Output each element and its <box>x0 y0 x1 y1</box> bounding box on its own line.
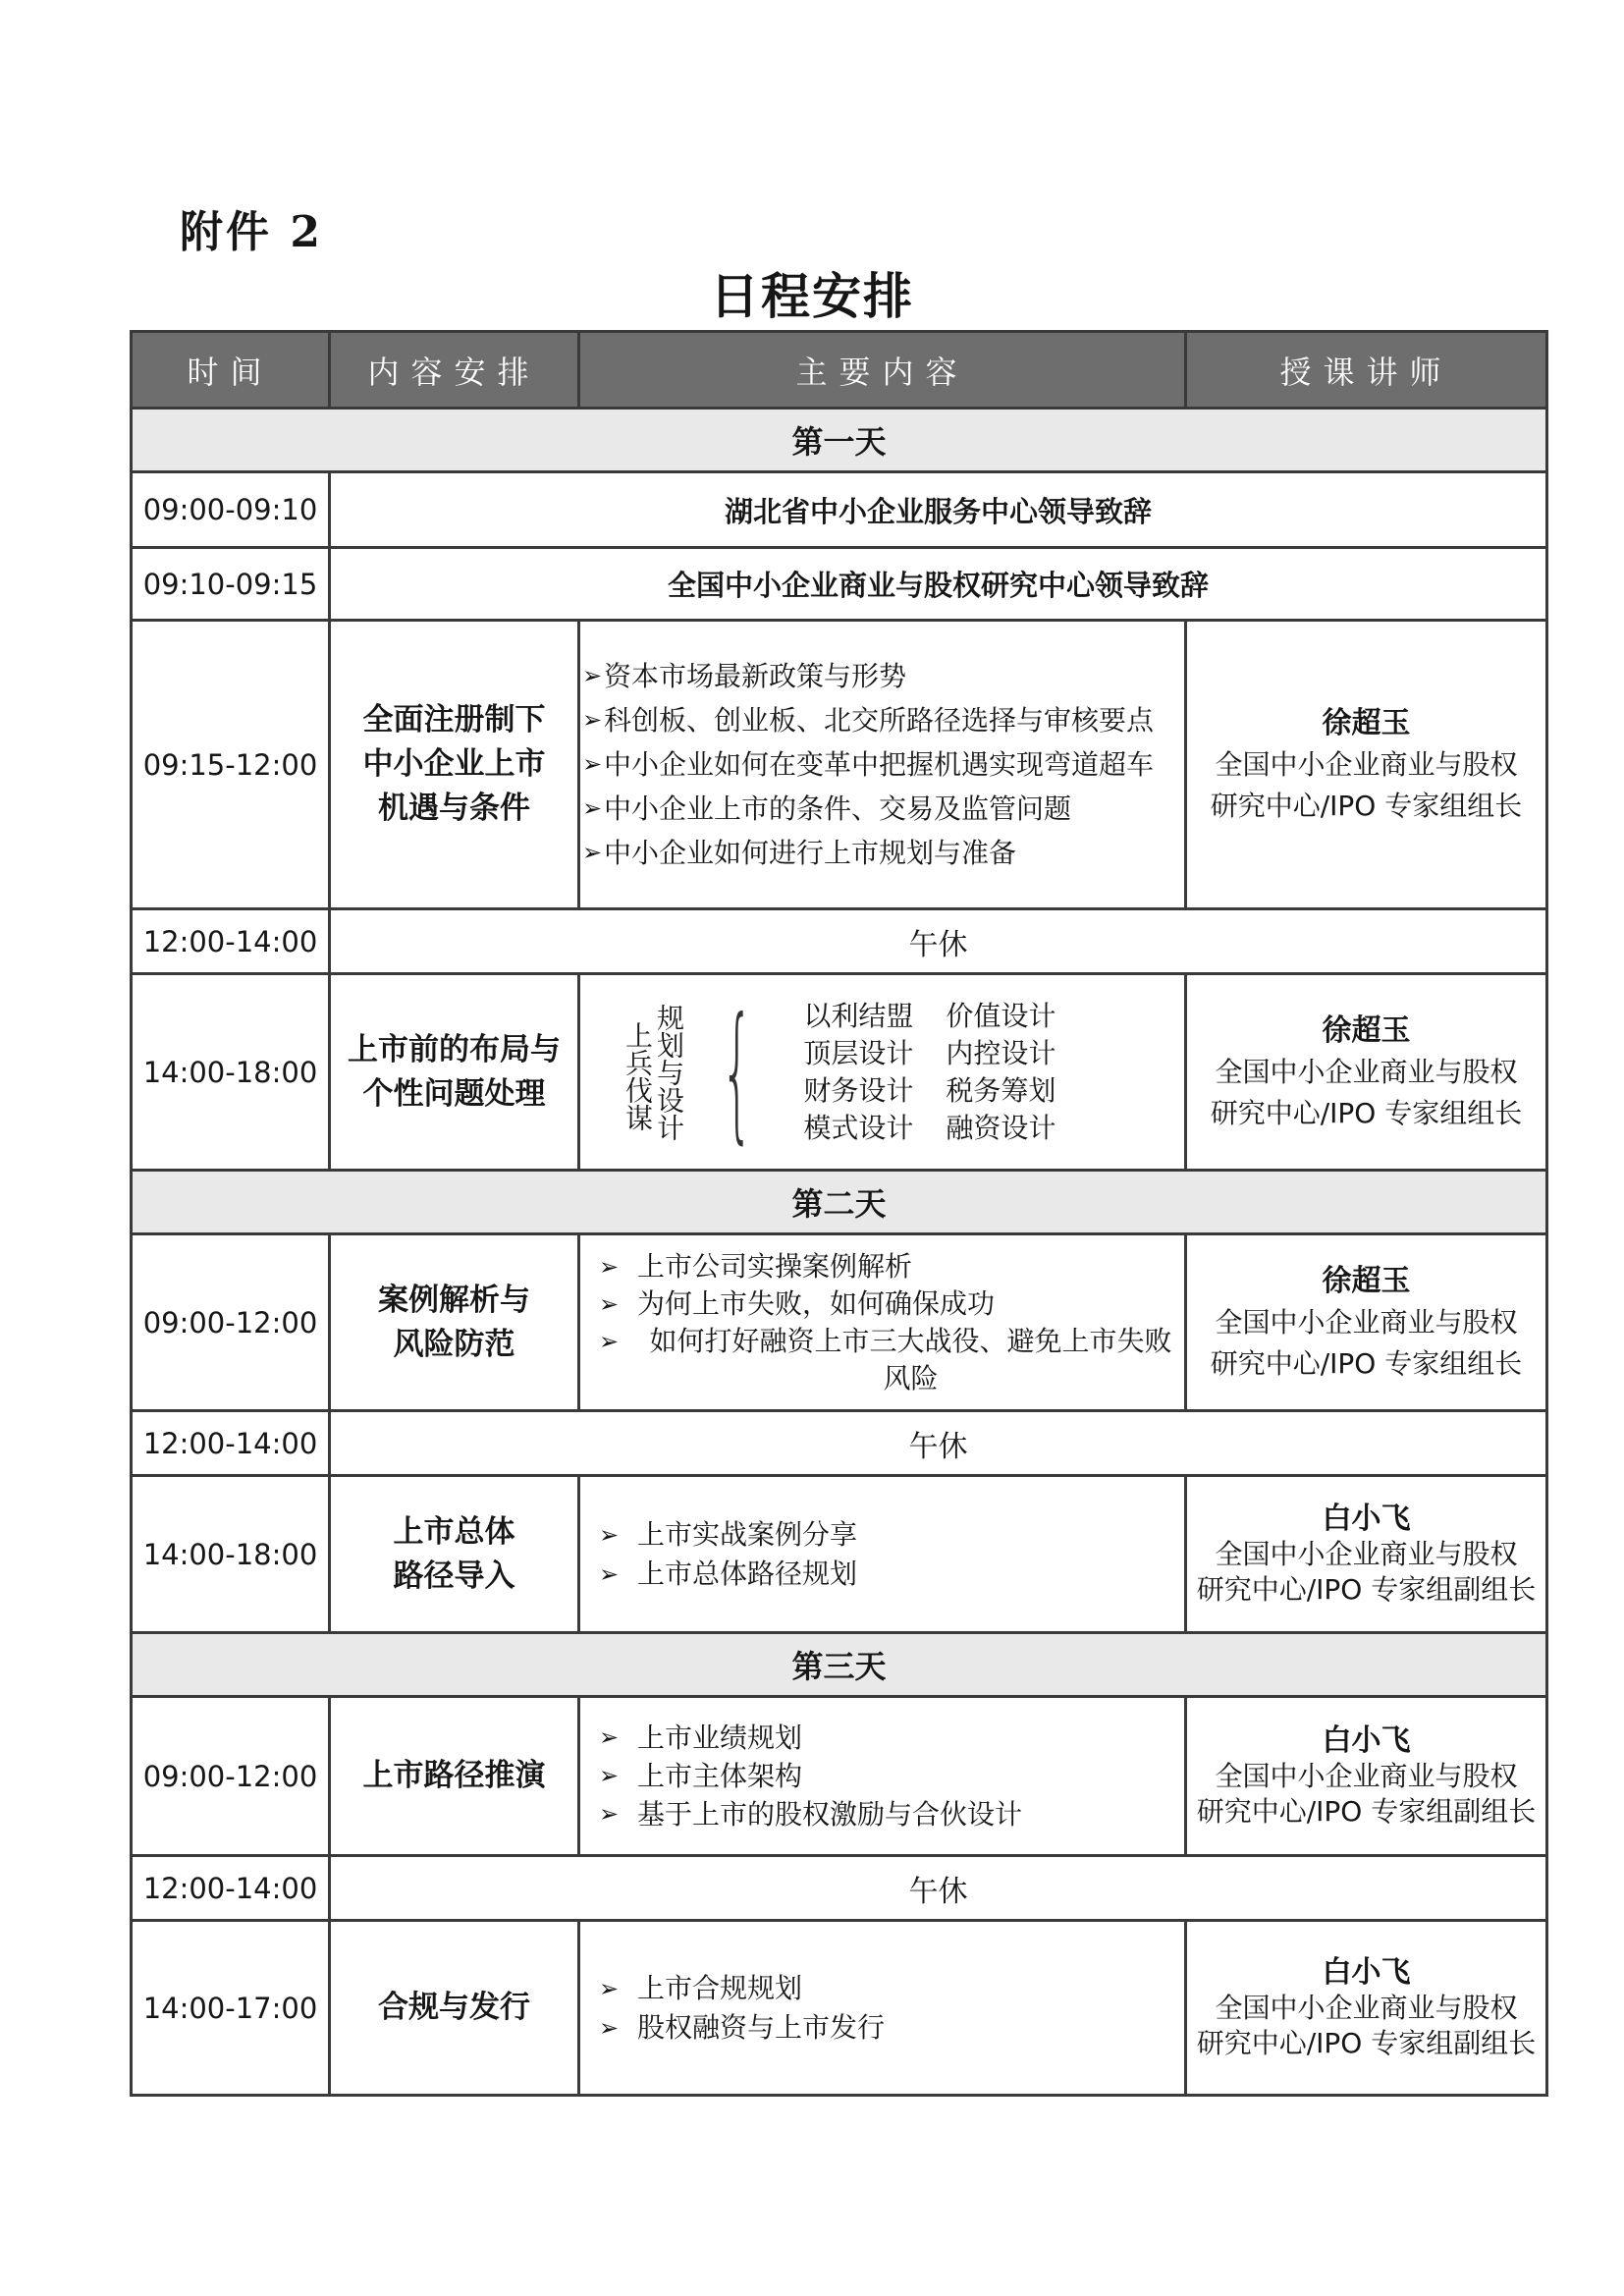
bullet-list <box>580 1969 1184 2048</box>
list-item: ➢ 上市主体架构 <box>580 1757 1184 1795</box>
topic-line: 案例解析与 <box>378 1282 530 1318</box>
header-row <box>132 332 1547 409</box>
page-title: 日程安排 <box>710 267 914 325</box>
content-cell <box>579 1234 1186 1411</box>
content-cell <box>579 1921 1186 2096</box>
plan-item: 模式设计 <box>803 1111 914 1144</box>
table-row <box>132 909 1547 974</box>
bullet-list <box>580 1248 1184 1397</box>
teacher-title: 全国中小企业商业与股权 <box>1215 1055 1518 1088</box>
bullet-list <box>580 1515 1184 1594</box>
attachment-label: 附件 2 <box>180 207 323 257</box>
arrow-bullet-icon: ➢ <box>598 1289 620 1318</box>
day-1-label: 第一天 <box>132 409 1547 472</box>
header-time: 时间 <box>132 332 330 409</box>
time-cell: 12:00-14:00 <box>132 1856 330 1921</box>
table-row <box>132 1411 1547 1476</box>
time-cell: 12:00-14:00 <box>132 909 330 974</box>
table-row <box>132 472 1547 548</box>
topic-cell <box>330 974 579 1171</box>
bullet-list <box>580 1719 1184 1833</box>
session-content: 全国中小企业商业与股权研究中心领导致辞 <box>330 548 1547 621</box>
content-cell <box>579 621 1186 909</box>
list-item: ➢ 上市公司实操案例解析 <box>580 1248 1184 1285</box>
arrow-bullet-icon: ➢ <box>598 1252 620 1281</box>
arrow-bullet-icon: ➢ <box>581 750 603 778</box>
arrow-bullet-icon: ➢ <box>581 662 603 689</box>
plan-item: 税务筹划 <box>946 1073 1056 1107</box>
arrow-bullet-icon: ➢ <box>598 1559 620 1588</box>
day-3-label: 第三天 <box>132 1633 1547 1697</box>
teacher-title: 全国中小企业商业与股权 <box>1215 1305 1518 1339</box>
plan-items <box>789 998 1074 1147</box>
topic-line: 上市前的布局与 <box>348 1031 561 1067</box>
time-cell: 09:00-12:00 <box>132 1234 330 1411</box>
day-2-label: 第二天 <box>132 1171 1547 1234</box>
plan-item: 以利结盟 <box>803 999 914 1032</box>
topic-cell <box>330 1697 579 1856</box>
topic-line: 上市总体 <box>393 1513 515 1550</box>
header-content: 主要内容 <box>579 332 1186 409</box>
list-item: ➢ 基于上市的股权激励与合伙设计 <box>580 1795 1184 1833</box>
list-item: ➢ 资本市场最新政策与形势 <box>580 654 1184 698</box>
list-item: ➢ 上市实战案例分享 <box>580 1515 1184 1555</box>
teacher-cell <box>1186 1921 1547 2096</box>
time-cell: 09:00-09:10 <box>132 472 330 548</box>
teacher-cell <box>1186 1476 1547 1633</box>
plan-label-design: 规划与设计 <box>653 1003 685 1141</box>
arrow-bullet-icon: ➢ <box>581 839 603 866</box>
table-row <box>132 1921 1547 2096</box>
time-cell: 14:00-18:00 <box>132 1476 330 1633</box>
teacher-title: 研究中心/IPO 专家组副组长 <box>1196 2026 1537 2059</box>
table-row <box>132 621 1547 909</box>
lunch-break: 午休 <box>330 1411 1547 1476</box>
list-item: ➢ 如何打好融资上市三大战役、避免上市失败风险 <box>580 1323 1184 1397</box>
topic-line: 机遇与条件 <box>378 791 530 826</box>
arrow-bullet-icon: ➢ <box>598 1974 620 2002</box>
topic-line: 个性问题处理 <box>362 1075 546 1112</box>
topic-cell <box>330 1234 579 1411</box>
teacher-title: 研究中心/IPO 专家组组长 <box>1210 789 1523 822</box>
teacher-title: 研究中心/IPO 专家组组长 <box>1210 1096 1523 1129</box>
teacher-name: 白小飞 <box>1322 1722 1411 1758</box>
teacher-title: 全国中小企业商业与股权 <box>1215 747 1518 781</box>
lunch-break: 午休 <box>330 1856 1547 1921</box>
arrow-bullet-icon: ➢ <box>581 706 603 734</box>
list-item: ➢ 股权融资与上市发行 <box>580 2008 1184 2048</box>
arrow-bullet-icon: ➢ <box>598 2013 620 2042</box>
plan-item: 财务设计 <box>803 1073 914 1107</box>
time-cell: 14:00-17:00 <box>132 1921 330 2096</box>
header-arrangement: 内容安排 <box>330 332 579 409</box>
time-cell: 09:15-12:00 <box>132 621 330 909</box>
content-cell <box>579 1476 1186 1633</box>
arrow-bullet-icon: ➢ <box>598 1327 620 1355</box>
topic-line: 全面注册制下 <box>362 702 546 738</box>
list-item: ➢ 上市业绩规划 <box>580 1719 1184 1757</box>
time-cell: 09:00-12:00 <box>132 1697 330 1856</box>
planning-diagram <box>580 986 1184 1158</box>
teacher-title: 全国中小企业商业与股权 <box>1215 1759 1518 1792</box>
teacher-title: 研究中心/IPO 专家组副组长 <box>1196 1572 1537 1606</box>
topic-line: 路径导入 <box>393 1558 515 1594</box>
day-row <box>132 409 1547 472</box>
teacher-cell <box>1186 1234 1547 1411</box>
table-row <box>132 1234 1547 1411</box>
time-cell: 09:10-09:15 <box>132 548 330 621</box>
list-item: ➢ 科创板、创业板、北交所路径选择与审核要点 <box>580 698 1184 742</box>
teacher-title: 全国中小企业商业与股权 <box>1215 1537 1518 1570</box>
teacher-cell <box>1186 621 1547 909</box>
content-cell <box>579 974 1186 1171</box>
teacher-name: 徐超玉 <box>1322 705 1411 740</box>
time-cell: 12:00-14:00 <box>132 1411 330 1476</box>
arrow-bullet-icon: ➢ <box>598 1723 620 1751</box>
teacher-title: 研究中心/IPO 专家组组长 <box>1210 1346 1523 1380</box>
topic-cell <box>330 621 579 909</box>
time-cell: 14:00-18:00 <box>132 974 330 1171</box>
topic-line: 中小企业上市 <box>362 746 546 782</box>
plan-label-strategy: 上兵伐谋 <box>622 1020 654 1131</box>
teacher-title: 全国中小企业商业与股权 <box>1215 1991 1518 2024</box>
plan-item: 内控设计 <box>946 1036 1056 1069</box>
lunch-break: 午休 <box>330 909 1547 974</box>
table-row <box>132 1697 1547 1856</box>
arrow-bullet-icon: ➢ <box>598 1800 620 1828</box>
day-row <box>132 1171 1547 1234</box>
day-row <box>132 1633 1547 1697</box>
list-item: ➢ 上市总体路径规划 <box>580 1555 1184 1594</box>
topic-cell <box>330 1476 579 1633</box>
arrow-bullet-icon: ➢ <box>581 794 603 822</box>
list-item: ➢ 上市合规规划 <box>580 1969 1184 2008</box>
list-item: ➢ 中小企业如何在变革中把握机遇实现弯道超车 <box>580 742 1184 787</box>
teacher-name: 徐超玉 <box>1322 1263 1411 1298</box>
list-item: ➢ 中小企业如何进行上市规划与准备 <box>580 831 1184 875</box>
schedule-table <box>130 330 1548 2097</box>
arrow-bullet-icon: ➢ <box>598 1762 620 1789</box>
topic-line: 风险防范 <box>393 1326 515 1362</box>
teacher-name: 徐超玉 <box>1322 1012 1411 1048</box>
brace-icon: { <box>721 986 754 1158</box>
teacher-name: 白小飞 <box>1322 1501 1411 1536</box>
topic-line: 合规与发行 <box>378 1990 530 2025</box>
content-cell <box>579 1697 1186 1856</box>
table-row <box>132 1476 1547 1633</box>
plan-item: 价值设计 <box>946 999 1056 1032</box>
topic-cell <box>330 1921 579 2096</box>
session-content: 湖北省中小企业服务中心领导致辞 <box>330 472 1547 548</box>
topic-line: 上市路径推演 <box>362 1758 546 1793</box>
teacher-name: 白小飞 <box>1322 1954 1411 1990</box>
teacher-cell <box>1186 974 1547 1171</box>
table-row <box>132 548 1547 621</box>
table-row <box>132 974 1547 1171</box>
plan-item: 顶层设计 <box>803 1036 914 1069</box>
teacher-cell <box>1186 1697 1547 1856</box>
bullet-list <box>580 654 1184 875</box>
teacher-title: 研究中心/IPO 专家组副组长 <box>1196 1794 1537 1828</box>
plan-item: 融资设计 <box>946 1111 1056 1144</box>
header-teacher: 授课讲师 <box>1186 332 1547 409</box>
list-item: ➢ 中小企业上市的条件、交易及监管问题 <box>580 787 1184 831</box>
list-item: ➢ 为何上市失败，如何确保成功 <box>580 1285 1184 1323</box>
arrow-bullet-icon: ➢ <box>598 1520 620 1549</box>
table-row <box>132 1856 1547 1921</box>
